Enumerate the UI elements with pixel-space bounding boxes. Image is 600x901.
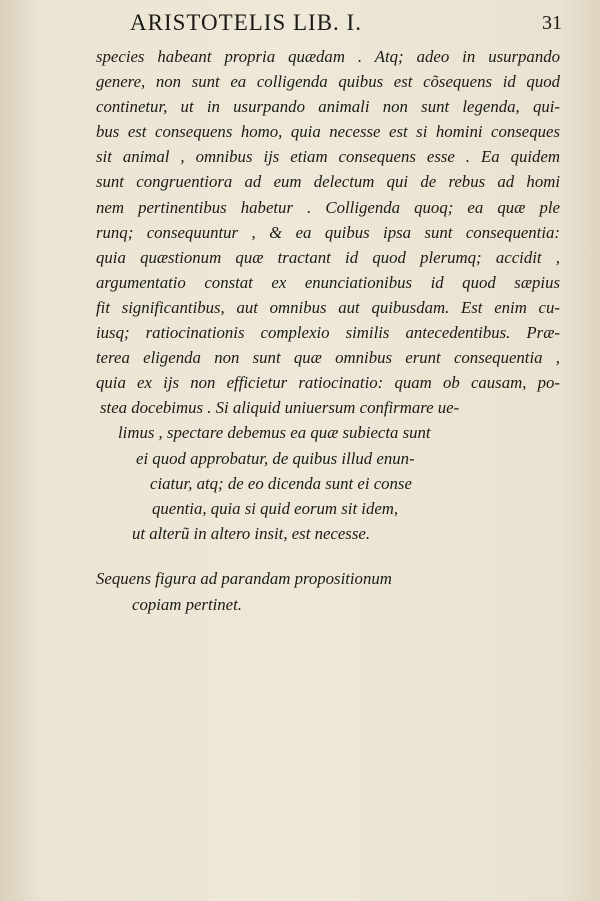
text-line: sit animal , omnibus ijs etiam consequens esse . Ea quidem [96, 147, 560, 167]
text-line: continetur, ut in usurpando animali non sunt legenda, qui- [96, 97, 560, 117]
text-line: ut alterũ in altero insit, est necesse. [132, 523, 371, 543]
text-line: quentia, quia si quid eorum sit idem, [152, 498, 399, 518]
figure-caption [96, 566, 496, 617]
page-number: 31 [542, 12, 562, 34]
text-line: iusq; ratiocinationis complexio similis antecedentibus. Præ- [96, 323, 560, 343]
caption-line: copiam pertinet. [132, 594, 242, 614]
text-line: sunt congruentiora ad eum delectum qui de rebus ad homi [96, 172, 560, 192]
text-line: ciatur, atq; de eo dicenda sunt ei conse [150, 473, 412, 493]
text-line: bus est consequens homo, quia necesse est si homini conseques [96, 122, 560, 142]
text-line: nem pertinentibus habetur . Colligenda quoq; ea quæ ple [96, 197, 560, 217]
text-line: stea docebimus . Si aliquid uniuersum confirmare ue- [100, 398, 460, 418]
caption-line: Sequens figura ad parandam propositionum [96, 569, 392, 588]
text-line: quia quæstionum quæ tractant id quod plerumq; accidit , [96, 247, 560, 267]
text-line: terea eligenda non sunt quæ omnibus erunt consequentia , [96, 348, 560, 368]
text-line: runq; consequuntur , & ea quibus ipsa sunt consequentia: [96, 222, 560, 242]
text-line: limus , spectare debemus ea quæ subiecta sunt [118, 423, 431, 443]
text-line: argumentatio constat ex enunciationibus id quod sæpius [96, 272, 560, 292]
text-line: genere, non sunt ea colligenda quibus est cõsequens id quod [96, 72, 560, 92]
text-line: fit significantibus, aut omnibus aut quibusdam. Est enim cu- [96, 297, 560, 317]
text-line: quia ex ijs non efficietur ratiocinatio: quam ob causam, po- [96, 373, 560, 393]
page-header [0, 10, 600, 40]
running-head: ARISTOTELIS LIB. I. [130, 10, 362, 35]
body-text [96, 44, 560, 546]
text-line: ei quod approbatur, de quibus illud enun- [136, 448, 415, 468]
text-line: species habeant propria quædam . Atq; adeo in usurpando [96, 47, 560, 66]
